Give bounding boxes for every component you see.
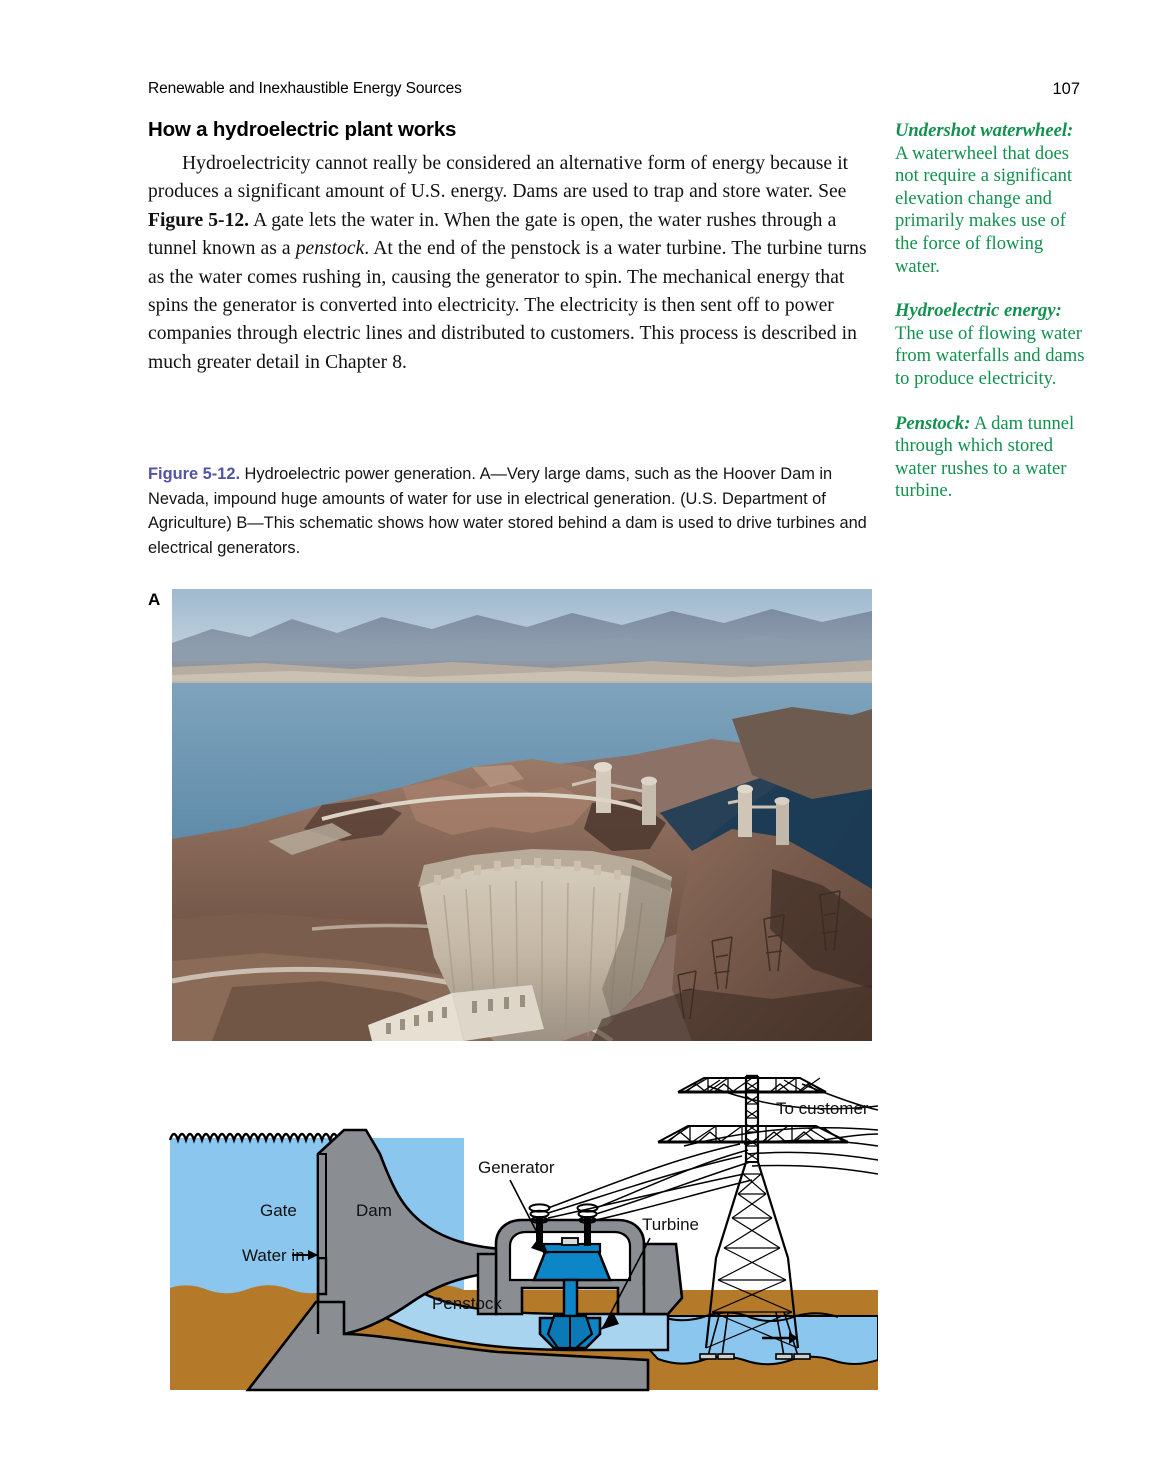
glossary-definition: A waterwheel that does not require a significant elevation change and primarily makes use of the force of flowing water. (895, 142, 1073, 277)
glossary-sidebar (895, 120, 1085, 525)
diagram-label-turbine: Turbine (642, 1215, 700, 1234)
figure-number-label: Figure 5-12. (148, 465, 240, 483)
glossary-definition: A dam tunnel through which stored water rushes to a water turbine. (895, 412, 1075, 502)
figure-caption-text: Hydroelectric power generation. A—Very large dams, such as the Hoover Dam in Nevada, impound huge amounts of water for use in electrical generation. (U.S. Department of Agriculture) B—This schematic shows how water stored behind a dam is used to drive turbines and electrical generators. (148, 465, 867, 557)
hoover-dam-photo (172, 589, 872, 1041)
glossary-entry (895, 413, 1085, 503)
panel-letter-a: A (148, 590, 161, 609)
glossary-term: Hydroelectric energy: (895, 300, 1062, 322)
running-head (148, 80, 1080, 102)
page-number: 107 (1052, 80, 1080, 98)
diagram-label-generator: Generator (478, 1158, 555, 1177)
diagram-label-to-customer: To customer (776, 1099, 869, 1118)
diagram-label-dam: Dam (356, 1201, 392, 1220)
diagram-label-penstock: Penstock (432, 1294, 502, 1313)
diagram-label-water-in: Water in (242, 1246, 305, 1265)
glossary-definition: The use of flowing water from waterfalls and dams to produce electricity. (895, 322, 1085, 389)
figure-caption (148, 462, 876, 560)
body-paragraph: Hydroelectricity cannot really be considered an alternative form of energy because it produces a significant amount of U.S. energy. Dams are used to trap and store water. See Figure 5-12. A gate lets the water in. When the gate is open, the water rushes through a tunnel known as a penstock. At the end of the penstock is a water turbine. The turbine turns as the water comes rushing in, causing the generator to spin. The mechanical energy that spins the generator is converted into electricity. The electricity is then sent off to power companies through electric lines and distributed to customers. This process is described in much greater detail in Chapter 8. (148, 153, 867, 373)
section-heading: How a hydroelectric plant works (148, 118, 457, 141)
glossary-entry (895, 120, 1085, 278)
glossary-term: Undershot waterwheel: (895, 120, 1074, 141)
glossary-term: Penstock: (895, 412, 971, 434)
hydroelectric-schematic-diagram (148, 1058, 878, 1403)
main-text-column (148, 118, 870, 377)
diagram-label-gate: Gate (260, 1201, 297, 1220)
running-head-title: Renewable and Inexhaustible Energy Sources (148, 80, 462, 97)
glossary-entry (895, 300, 1085, 390)
